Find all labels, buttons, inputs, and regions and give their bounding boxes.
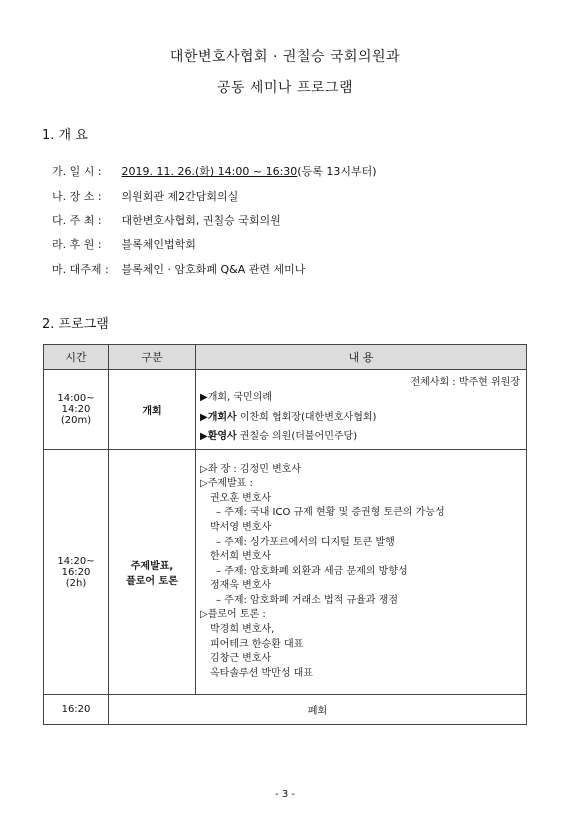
time-start: 14:00~ (57, 393, 95, 404)
page-number: - 3 - (275, 789, 295, 800)
program-line: ▷주제발표 : (200, 478, 253, 490)
program-line: 권오훈 변호사 (210, 492, 272, 504)
content-cell (196, 450, 527, 695)
opening-address-speaker: 이찬희 협회장(대한변호사협회) (236, 411, 377, 423)
header-time: 시간 (44, 345, 109, 370)
program-line: – 주제: 싱가포르에서의 디지털 토큰 발행 (216, 536, 395, 548)
content-cell (196, 370, 527, 450)
overview-value: 2019. 11. 26.(화) 14:00 ~ 16:30 (121, 165, 298, 178)
program-line: 정재욱 변호사 (210, 580, 272, 592)
section-heading-program: 2. 프로그램 (42, 317, 109, 332)
closing-cell: 폐회 (109, 695, 527, 725)
welcome-address-label: ▶환영사 (200, 431, 237, 442)
document-title-line2: 공동 세미나 프로그램 (216, 80, 354, 96)
program-line: 피어테크 한승환 대표 (210, 638, 304, 650)
overview-label: 마. 대주제 : (52, 263, 109, 276)
overview-label: 라. 후 원 : (52, 238, 102, 251)
overview-item-sponsor (52, 236, 196, 252)
overview-item-place (52, 188, 238, 204)
overview-value: 블록체인 · 암호화폐 Q&A 관련 세미나 (121, 263, 306, 276)
time-end: 14:20 (61, 404, 91, 415)
program-line: 박경희 변호사, (210, 624, 275, 636)
opening-address-label: ▶개회사 (200, 411, 237, 423)
program-line: – 주제: 국내 ICO 규제 현황 및 증권형 토큰의 가능성 (216, 507, 445, 519)
overview-label: 나. 장 소 : (52, 190, 102, 203)
overview-label: 다. 주 최 : (52, 214, 102, 227)
time-start: 14:20~ (57, 555, 95, 567)
overview-label: 가. 일 시 : (52, 165, 102, 178)
program-table (43, 344, 527, 725)
overview-value: 의원회관 제2간담회의실 (121, 190, 239, 203)
category-line: 주제발표, (130, 561, 174, 572)
program-line: ▷좌 장 : 김정민 변호사 (200, 463, 302, 475)
table-header-row (44, 345, 527, 370)
section-heading-overview: 1. 개 요 (42, 128, 88, 143)
document-title-line1: 대한변호사협회 · 권칠승 국회의원과 (169, 49, 401, 65)
welcome-address-speaker: 권칠승 의원(더불어민주당) (236, 431, 358, 442)
overview-item-host (52, 212, 281, 228)
time-end: 16:20 (61, 566, 91, 578)
header-category: 구분 (109, 345, 196, 370)
program-line: – 주제: 암호화폐 거래소 법적 규율과 쟁점 (216, 594, 399, 606)
program-line: – 주제: 암호화폐 외환과 세금 문제의 방향성 (216, 565, 408, 577)
program-line: 옥타솔루션 박만성 대표 (210, 667, 313, 679)
time-duration: (20m) (60, 415, 92, 426)
opening-ceremony: ▶개회, 국민의례 (200, 392, 273, 403)
category-cell: 개회 (109, 370, 196, 450)
overview-item-date (52, 163, 377, 179)
overview-value: 대한변호사협회, 권칠승 국회의원 (121, 214, 281, 227)
category-cell (109, 450, 196, 695)
opening-address (200, 410, 520, 426)
overview-suffix: (등록 13시부터) (297, 165, 377, 178)
overview-item-theme (52, 261, 305, 277)
time-duration: (2h) (65, 577, 87, 589)
time-cell (44, 450, 109, 695)
time-cell: 16:20 (44, 695, 109, 725)
program-line: 한서희 변호사 (210, 551, 272, 563)
time-cell (44, 370, 109, 450)
program-line: ▷플로어 토론 : (200, 609, 266, 621)
program-line: 김창근 변호사 (210, 653, 272, 665)
overview-value: 블록체인법학회 (121, 238, 196, 251)
program-lines (200, 463, 520, 682)
welcome-address (200, 429, 520, 445)
moderator-line: 전체사회 : 박주현 위원장 (410, 376, 520, 388)
header-content: 내 용 (196, 345, 527, 370)
table-row-opening (44, 370, 527, 450)
table-row-closing (44, 695, 527, 725)
category-line: 플로어 토론 (126, 576, 178, 587)
table-row-presentations (44, 450, 527, 695)
program-line: 박서영 변호사 (210, 521, 272, 533)
